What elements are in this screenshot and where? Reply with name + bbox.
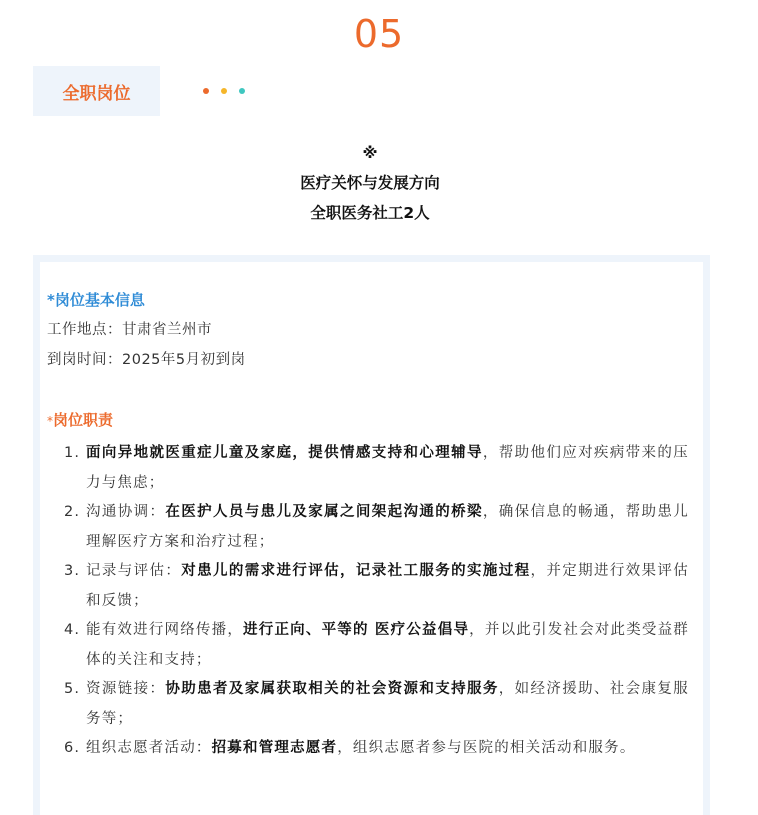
duty-suffix: ，组织志愿者参与医院的相关活动和服务。 bbox=[337, 740, 636, 756]
position-title: 医疗关怀与发展方向 bbox=[300, 174, 440, 192]
duty-suffix: ，如经济援助、社会康复服务等； bbox=[86, 681, 690, 727]
duty-suffix: ，并以此引发社会对此类受益群体的关注和支持； bbox=[86, 622, 690, 668]
basic-info-heading: *岗位基本信息 bbox=[47, 291, 145, 309]
start-time: 到岗时间：2025年5月初到岗 bbox=[47, 352, 246, 368]
duty-highlight: 招募和管理志愿者 bbox=[211, 740, 338, 756]
job-type-label: 全职岗位 bbox=[62, 83, 131, 104]
position-header bbox=[0, 138, 740, 228]
duty-item bbox=[47, 734, 689, 764]
duty-item bbox=[47, 557, 689, 616]
position-subtitle: 全职医务社工2人 bbox=[310, 204, 430, 222]
duties-heading-star: * bbox=[47, 414, 53, 428]
decor-dots bbox=[203, 88, 245, 94]
duty-highlight: 协助患者及家属获取相关的社会资源和支持服务 bbox=[165, 681, 499, 697]
duty-highlight: 对患儿的需求进行评估，记录社工服务的实施过程 bbox=[181, 563, 531, 579]
duty-number: 6. bbox=[64, 740, 81, 756]
duty-suffix: ，并定期进行效果评估和反馈； bbox=[86, 563, 690, 609]
duty-number: 5. bbox=[64, 681, 81, 697]
reference-mark: ※ bbox=[362, 144, 378, 162]
job-card-body bbox=[40, 262, 703, 815]
duty-prefix: 能有效进行网络传播， bbox=[86, 622, 244, 638]
duty-prefix: 记录与评估： bbox=[86, 563, 182, 579]
duty-prefix: 沟通协调： bbox=[86, 504, 166, 520]
decor-dot-yellow bbox=[221, 88, 227, 94]
duty-prefix: 组织志愿者活动： bbox=[86, 740, 212, 756]
duty-item bbox=[47, 439, 689, 498]
duty-number: 4. bbox=[64, 622, 81, 638]
duty-number: 1. bbox=[64, 445, 81, 461]
duty-number: 3. bbox=[64, 563, 81, 579]
duty-suffix: ，帮助他们应对疾病带来的压力与焦虑； bbox=[86, 445, 689, 491]
duty-prefix: 资源链接： bbox=[86, 681, 166, 697]
duty-highlight: 在医护人员与患儿及家属之间架起沟通的桥梁 bbox=[165, 504, 483, 520]
section-number: 05 bbox=[353, 12, 405, 56]
decor-dot-teal bbox=[239, 88, 245, 94]
duty-number: 2. bbox=[64, 504, 81, 520]
duty-suffix: ，确保信息的畅通，帮助患儿理解医疗方案和治疗过程； bbox=[86, 504, 689, 550]
duty-item bbox=[47, 498, 689, 557]
duty-item bbox=[47, 616, 689, 675]
work-location: 工作地点：甘肃省兰州市 bbox=[47, 322, 212, 338]
duties-heading bbox=[47, 408, 689, 433]
decor-dot-orange bbox=[203, 88, 209, 94]
duty-highlight: 面向异地就医重症儿童及家庭，提供情感支持和心理辅导 bbox=[86, 445, 483, 461]
job-type-tag bbox=[33, 66, 160, 116]
duties-list bbox=[47, 439, 689, 764]
duties-heading-text: 岗位职责 bbox=[53, 411, 114, 429]
duty-highlight: 进行正向、平等的 医疗公益倡导 bbox=[243, 622, 470, 638]
duty-item bbox=[47, 675, 689, 734]
job-card bbox=[33, 255, 710, 815]
job-card-content bbox=[47, 288, 689, 764]
